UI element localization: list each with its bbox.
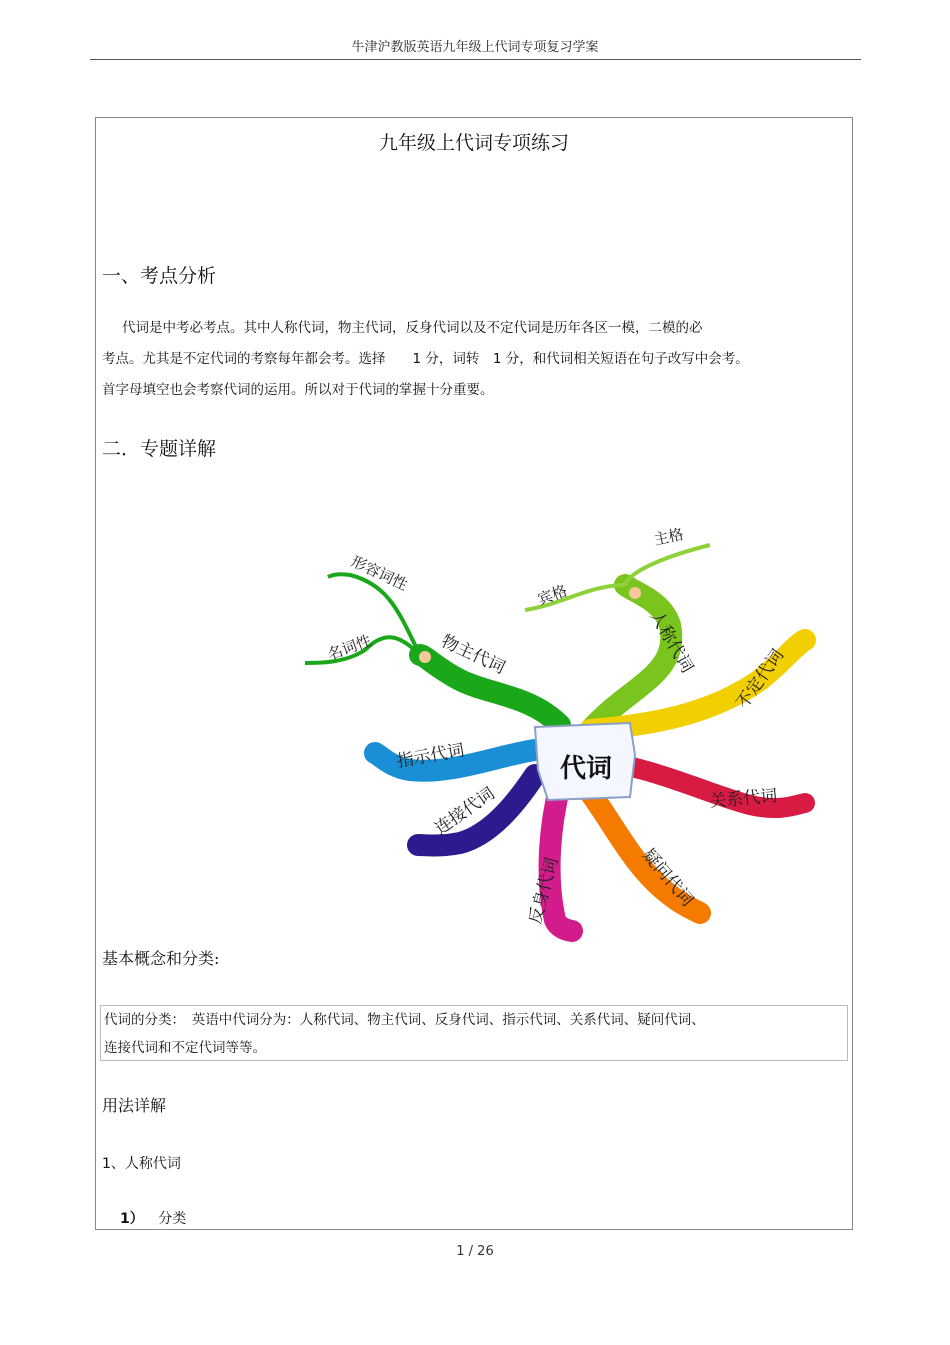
section2-heading: 二．专题详解 (102, 438, 217, 460)
running-header: 牛津沪教版英语九年级上代词专项复习学案 (351, 40, 599, 55)
classification-box (100, 1005, 848, 1061)
usage-heading: 用法详解 (102, 1096, 167, 1115)
label-nominal: 名词性 (325, 631, 374, 664)
label-interrogative: 疑问代词 (638, 845, 698, 911)
pronoun-mindmap (290, 515, 830, 945)
label-personal: 人称代词 (645, 607, 697, 677)
label-relative: 关系代词 (708, 786, 779, 812)
label-indefinite: 不定代词 (732, 645, 789, 713)
sub-item-number: 1） (120, 1211, 144, 1227)
item-personal-pronoun: 1、人称代词 (102, 1156, 181, 1172)
label-demonstrative: 指示代词 (395, 740, 466, 772)
page-number: 1 / 26 (456, 1244, 494, 1259)
basic-concepts-heading: 基本概念和分类: (102, 949, 220, 968)
label-object: 宾格 (535, 581, 570, 609)
label-adjectival: 形容词性 (348, 552, 411, 594)
classification-line-2: 连接代词和不定代词等等。 (104, 1040, 266, 1056)
classification-line-1: 代词的分类： 英语中代词分为：人称代词、物主代词、反身代词、指示代词、关系代词、疑问代词、 (104, 1012, 705, 1028)
sub-item-classification (120, 1208, 186, 1228)
label-connective: 连接代词 (431, 783, 499, 840)
branch-reflexive (550, 785, 572, 931)
section1-paragraph (102, 313, 832, 406)
page-title: 九年级上代词专项练习 (378, 132, 569, 154)
header-rule (90, 59, 861, 60)
label-possessive: 物主代词 (437, 631, 508, 679)
label-subject: 主格 (652, 525, 686, 549)
para-line-3: 首字母填空也会考察代词的运用。所以对于代词的掌握十分重要。 (102, 382, 494, 398)
possessive-node (419, 651, 431, 663)
section1-heading: 一、考点分析 (102, 265, 217, 287)
sub-item-label: 分类 (158, 1211, 187, 1227)
center-label: 代词 (559, 754, 613, 784)
branch-personal (590, 585, 671, 730)
label-reflexive: 反身代词 (525, 855, 563, 927)
para-line-2: 考点。尤其是不定代词的考察每年都会考。选择 1 分，词转 1 分，和代词相关短语在句子改写中会考。 (102, 351, 749, 367)
personal-node (629, 587, 641, 599)
para-line-1: 代词是中考必考点。其中人称代词，物主代词，反身代词以及不定代词是历年各区一模，二模的必 (122, 320, 703, 336)
sub-branch-subject (625, 545, 710, 585)
center-node (535, 723, 635, 800)
